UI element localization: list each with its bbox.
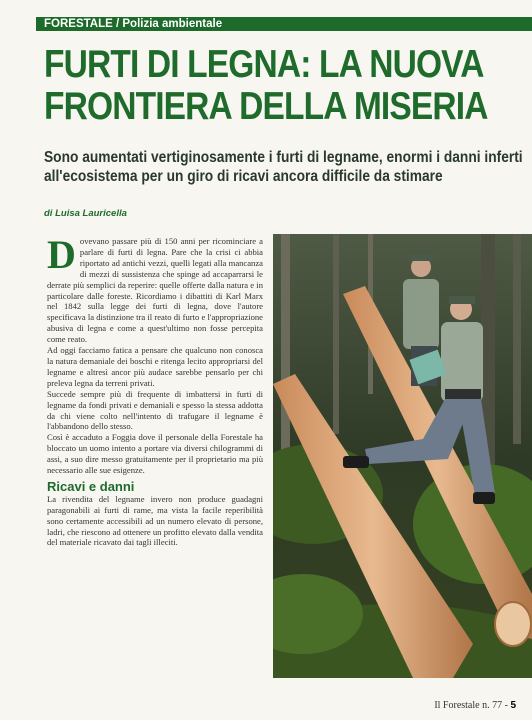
paragraph: La rivendita del legname invero non produce guadagni paragonabili ai furti di rame, ma vista la facile reperibilità sono certamente accessibili ad un numero elevato di persone, ladri, che riescono ad ottenere un profitto elevato dalla vendita del materiale ricavato dai tagli illeciti. [47,493,263,548]
magazine-name: Il Forestale [434,700,480,711]
paragraph-text: ovevano passare più di 150 anni per ricominciare a parlare di furti di legna. Pare che la crisi ci abbia riportato ad antichi vezzi, quelli legati alla mancanza di mezzi di sussistenza che spinge ad accaparrarsi le derrate più semplici da reperire: quelle offerte dalla natura e in particolare dalle foreste. Ricordiamo i dibattiti di Karl Marx nel 1842 sulla legge dei furti di legna, dove l'autore specificava la distinzione tra il reato di furto e l'appropriazione abusiva di legna e come a quest'ultimo non fosse percepita come reato. [47,236,263,345]
headline-line-1: FURTI DI LEGNA: LA NUOVA [44,43,484,86]
forest-rangers-photo [273,234,532,678]
article-headline [44,43,488,128]
paragraph [47,232,263,345]
headline-line-2: FRONTIERA DELLA MISERIA [44,85,488,128]
drop-cap: D [47,232,76,277]
page-number: 5 [510,700,516,711]
section-separator: / [112,18,123,30]
issue-number: n. 77 [482,700,503,711]
paragraph: Succede sempre più di frequente di imbattersi in furti di legname da fondi privati e demaniali e spesso la stessa addotta da chi viene colto nell'intento di trafugare il legname è l'abbandono dello stesso. [47,388,263,432]
article-photo [273,234,532,678]
article-author: di Luisa Lauricella [44,208,127,219]
article-subtitle: Sono aumentati vertiginosamente i furti di legname, enormi i danni inferti all'ecosistema per un giro di ricavi ancora difficile da stimare [44,149,523,185]
section-category: FORESTALE [44,18,113,30]
paragraph: Ad oggi facciamo fatica a pensare che qualcuno non conosca la natura demaniale dei boschi e ritenga lecito appropriarsi del legname e altresì ancor più audace sarebbe pensarlo per chi preleva legna da terreni privati. [47,345,263,388]
footer-separator: - [504,700,508,711]
section-heading: Ricavi e danni [47,478,135,494]
page-footer [434,700,516,711]
section-header-bar [36,17,532,31]
paragraph: Così è accaduto a Foggia dove il personale della Forestale ha bloccato un uomo intento a portare via diversi chilogrammi di assi, a suo dire messo gratuitamente per il proprietario ma più necessario alle sue esigenze. [47,432,263,476]
section-subcategory: Polizia ambientale [122,18,223,30]
article-body [47,232,263,548]
